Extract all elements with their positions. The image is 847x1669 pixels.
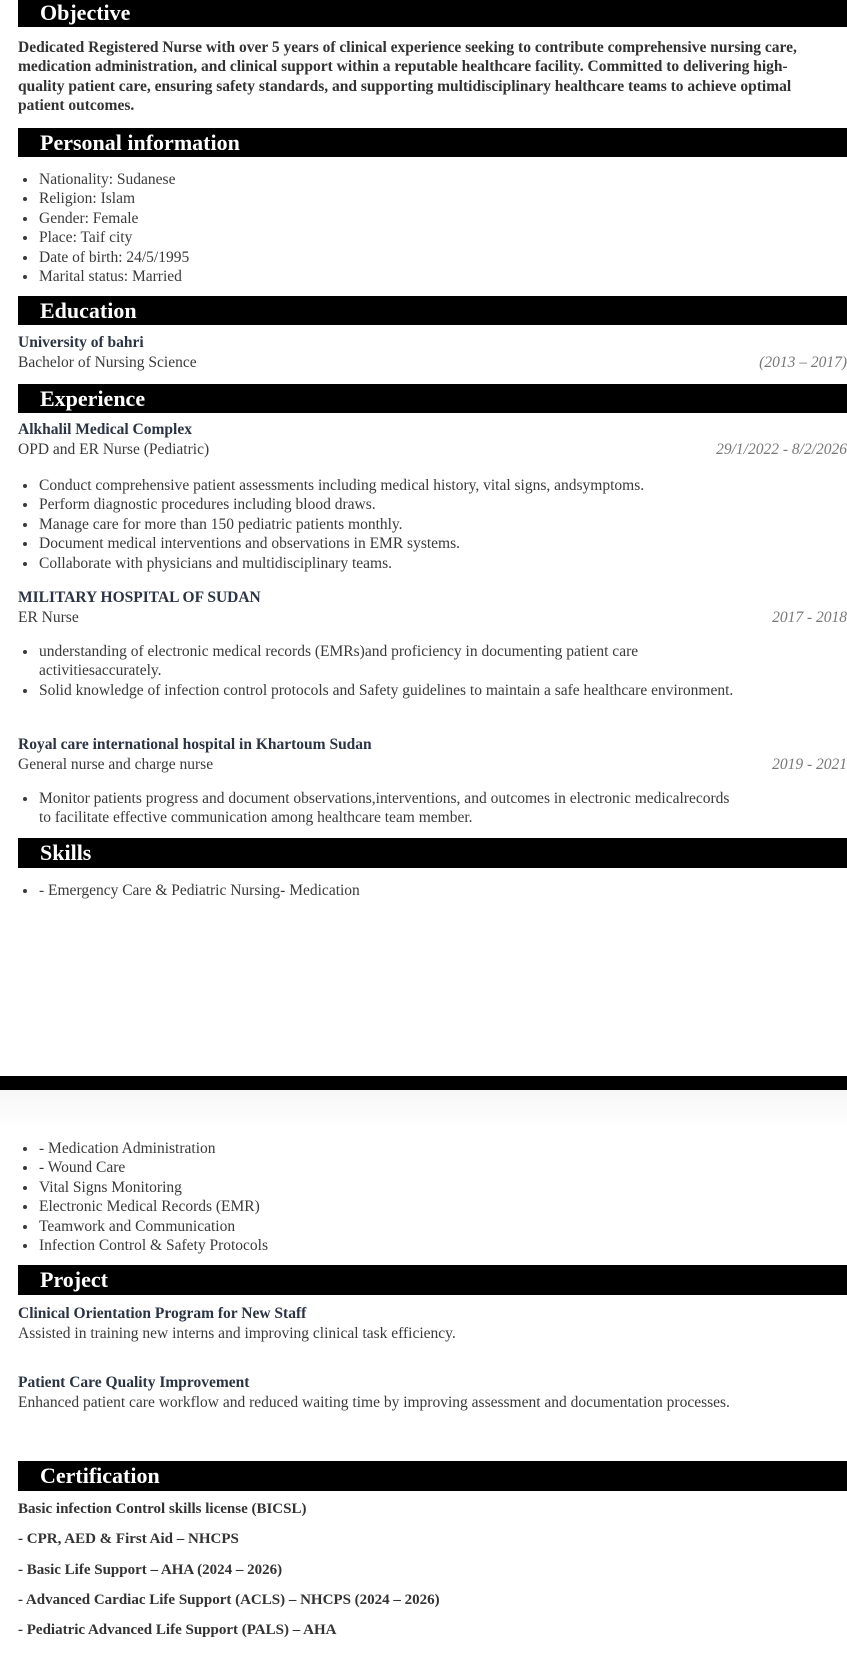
- school-name: University of bahri: [18, 334, 144, 351]
- job-dates: 2017 - 2018: [772, 609, 847, 626]
- list-item: • Manage care for more than 150 pediatric patients monthly.: [38, 515, 847, 534]
- section-heading-education: Education: [18, 296, 847, 325]
- list-item: • Place: Taif city: [38, 228, 847, 247]
- project-description: Enhanced patient care workflow and reduced waiting time by improving assessment and documentation processes.: [18, 1394, 730, 1411]
- list-item: • Nationality: Sudanese: [38, 170, 847, 189]
- list-item: • Document medical interventions and observations in EMR systems.: [38, 534, 847, 553]
- project-entry: [18, 1373, 757, 1413]
- section-heading-skills: Skills: [18, 838, 847, 868]
- education-dates: (2013 – 2017): [759, 354, 847, 371]
- page-top-shade: [0, 1090, 847, 1130]
- degree: Bachelor of Nursing Science: [18, 354, 197, 371]
- certification-item: - CPR, AED & First Aid – NHCPS: [18, 1531, 239, 1547]
- role: General nurse and charge nurse: [18, 756, 214, 773]
- skills-list-continued: [18, 1139, 847, 1255]
- section-heading-project: Project: [18, 1265, 847, 1295]
- section-heading-objective: Objective: [18, 0, 847, 27]
- list-item: • Date of birth: 24/5/1995: [38, 248, 847, 267]
- employer: MILITARY HOSPITAL OF SUDAN: [18, 589, 261, 606]
- job-bullets: [18, 642, 847, 700]
- section-heading-certification: Certification: [18, 1461, 847, 1491]
- job-dates: 2019 - 2021: [772, 756, 847, 773]
- personal-info-list: [18, 170, 847, 286]
- list-item: • Gender: Female: [38, 209, 847, 228]
- job-bullets: [18, 476, 847, 573]
- job-entry: [18, 588, 847, 700]
- objective-text: Dedicated Registered Nurse with over 5 years of clinical experience seeking to contribute comprehensive nursing care, medication administration, and clinical support within a reputable healthcare facility. Committed to delivering high-quality patient care, ensuring safety standards, and supporting multidisciplinary healthcare teams to achieve optimal patient outcomes.: [18, 39, 797, 114]
- certification-item: - Basic Life Support – AHA (2024 – 2026): [18, 1562, 283, 1578]
- list-item: • Monitor patients progress and document observations,interventions, and outcomes in electronic medicalrecords to facilitate effective communication among healthcare team member.: [38, 789, 737, 828]
- project-title: Clinical Orientation Program for New Staff: [18, 1305, 307, 1322]
- list-item: • understanding of electronic medical records (EMRs)and proficiency in documenting patient care activitiesaccurately.: [38, 642, 737, 681]
- page-break: [0, 1076, 847, 1090]
- job-entry: [18, 735, 847, 828]
- education-entry: [18, 333, 847, 373]
- role: OPD and ER Nurse (Pediatric): [18, 441, 210, 458]
- job-bullets: [18, 789, 847, 828]
- section-heading-personal: Personal information: [18, 128, 847, 157]
- project-title: Patient Care Quality Improvement: [18, 1374, 250, 1391]
- list-item: • Teamwork and Communication: [38, 1217, 847, 1236]
- certification-item: Basic infection Control skills license (BICSL): [18, 1501, 307, 1517]
- role: ER Nurse: [18, 609, 79, 626]
- job-entry: [18, 420, 847, 573]
- list-item: • Religion: Islam: [38, 189, 847, 208]
- list-item: • Marital status: Married: [38, 267, 847, 286]
- list-item: • - Emergency Care & Pediatric Nursing- Medication: [38, 881, 847, 900]
- list-item: • Vital Signs Monitoring: [38, 1178, 847, 1197]
- list-item: • - Wound Care: [38, 1158, 847, 1177]
- job-dates: 29/1/2022 - 8/2/2026: [716, 441, 847, 458]
- list-item: • Collaborate with physicians and multidisciplinary teams.: [38, 554, 847, 573]
- project-entry: [18, 1304, 847, 1344]
- section-heading-experience: Experience: [18, 384, 847, 413]
- certification-item: - Pediatric Advanced Life Support (PALS) – AHA: [18, 1622, 337, 1638]
- list-item: • Perform diagnostic procedures including blood draws.: [38, 495, 847, 514]
- list-item: • - Medication Administration: [38, 1139, 847, 1158]
- employer: Royal care international hospital in Khartoum Sudan: [18, 736, 372, 753]
- project-description: Assisted in training new interns and improving clinical task efficiency.: [18, 1325, 456, 1342]
- list-item: • Solid knowledge of infection control protocols and Safety guidelines to maintain a safe healthcare environment.: [38, 681, 737, 700]
- certification-item: - Advanced Cardiac Life Support (ACLS) – NHCPS (2024 – 2026): [18, 1592, 440, 1608]
- skills-list: [18, 881, 847, 900]
- list-item: • Conduct comprehensive patient assessments including medical history, vital signs, andsymptoms.: [38, 476, 847, 495]
- list-item: • Electronic Medical Records (EMR): [38, 1197, 847, 1216]
- list-item: • Infection Control & Safety Protocols: [38, 1236, 847, 1255]
- employer: Alkhalil Medical Complex: [18, 421, 192, 438]
